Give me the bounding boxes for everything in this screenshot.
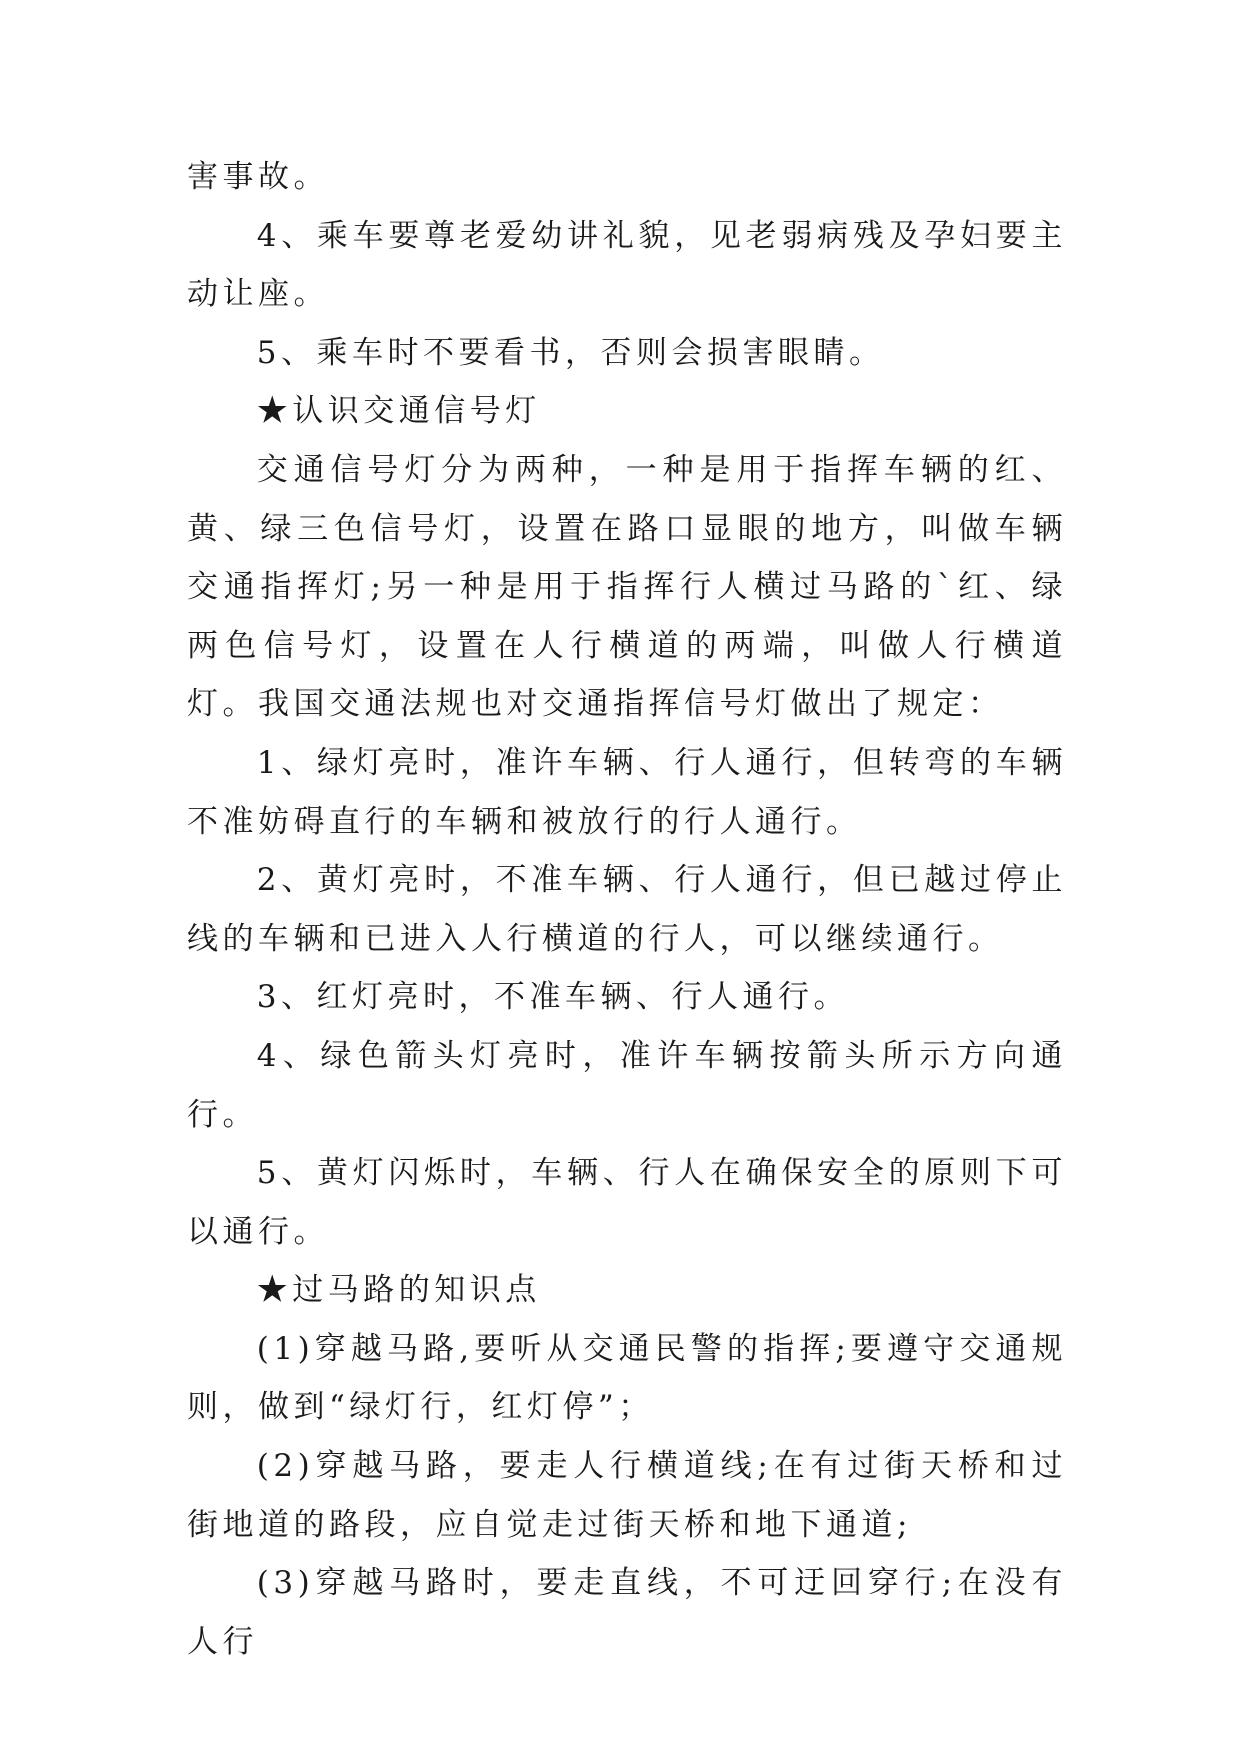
list-item-red-light: 3、红灯亮时，不准车辆、行人通行。 bbox=[256, 979, 849, 1016]
list-item-crossing-2: (2)穿越马路，要走人行横道线;在有过街天桥和过街地道的路段，应自觉走过街天桥和地下通道; bbox=[187, 1448, 1067, 1543]
paragraph-continuation: 害事故。 bbox=[187, 159, 329, 195]
list-item-yellow-light: 2、黄灯亮时，不准车辆、行人通行，但已越过停止线的车辆和已进入人行横道的行人，可以继续通行。 bbox=[187, 862, 1067, 957]
list-item-crossing-1: (1)穿越马路,要听从交通民警的指挥;要遵守交通规则，做到“绿灯行，红灯停”； bbox=[187, 1330, 1067, 1426]
list-item-yellow-flash: 5、黄灯闪烁时，车辆、行人在确保安全的原则下可以通行。 bbox=[187, 1155, 1067, 1250]
list-item-crossing-3: (3)穿越马路时，要走直线，不可迂回穿行;在没有人行 bbox=[187, 1565, 1067, 1660]
list-item-green-light: 1、绿灯亮时，准许车辆、行人通行，但转弯的车辆不准妨碍直行的车辆和被放行的行人通行。 bbox=[187, 744, 1067, 840]
list-item-courtesy-seat: 4、乘车要尊老爱幼讲礼貌，见老弱病残及孕妇要主动让座。 bbox=[187, 217, 1067, 313]
list-item-no-reading: 5、乘车时不要看书，否则会损害眼睛。 bbox=[256, 334, 885, 371]
section-heading-traffic-lights: ★认识交通信号灯 bbox=[256, 393, 541, 430]
paragraph-traffic-light-types: 交通信号灯分为两种，一种是用于指挥车辆的红、黄、绿三色信号灯，设置在路口显眼的地方，叫做车辆交通指挥灯;另一种是用于指挥行人横过马路的`红、绿两色信号灯，设置在人行横道的两端，叫做人行横道灯。我国交通法规也对交通指挥信号灯做出了规定： bbox=[187, 451, 1067, 723]
list-item-green-arrow: 4、绿色箭头灯亮时，准许车辆按箭头所示方向通行。 bbox=[187, 1037, 1067, 1133]
section-heading-crossing-road: ★过马路的知识点 bbox=[256, 1272, 541, 1309]
document-body bbox=[187, 148, 1067, 1671]
